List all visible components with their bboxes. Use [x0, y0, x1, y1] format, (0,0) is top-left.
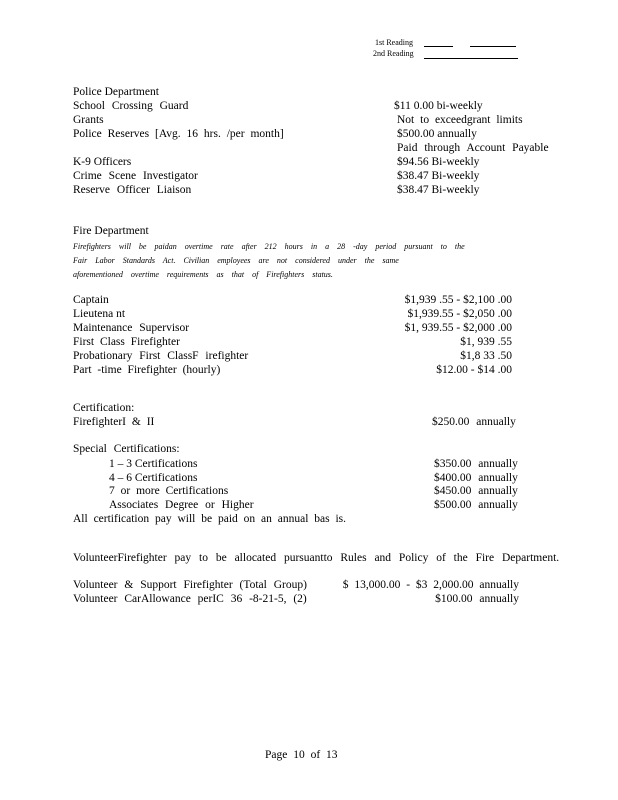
fire-rank-3-label: Maintenance Supervisor — [73, 322, 190, 334]
special-cert-3-label: 7 or more Certifications — [109, 485, 229, 497]
fire-note-line-2: Fair Labor Standards Act. Civilian employees are not considered under the same — [73, 256, 399, 265]
first-reading-line-a — [424, 46, 453, 47]
police-item-3-value: $500.00 annually — [397, 128, 477, 140]
fire-note-line-3: aforementioned overtime requirements as that of Firefighters status. — [73, 270, 333, 279]
police-item-2-value: Not to exceedgrant limits — [397, 114, 523, 126]
police-item-6-label: Reserve Officer Liaison — [73, 184, 192, 196]
fire-rank-6-value: $12.00 - $14 .00 — [436, 364, 512, 376]
volunteer-item-1-label: Volunteer & Support Firefighter (Total Group) — [73, 579, 307, 591]
second-reading-line — [424, 58, 518, 59]
fire-heading: Fire Department — [73, 225, 149, 237]
volunteer-item-1-value: $ 13,000.00 - $3 2,000.00 annually — [342, 579, 519, 591]
police-item-4-value: $94.56 Bi-weekly — [397, 156, 480, 168]
special-cert-heading: Special Certifications: — [73, 443, 180, 455]
fire-rank-3-value: $1, 939.55 - $2,000 .00 — [404, 322, 512, 334]
certification-item-value: $250.00 annually — [432, 416, 516, 428]
special-cert-1-value: $350.00 annually — [434, 458, 518, 470]
special-cert-1-label: 1 – 3 Certifications — [109, 458, 198, 470]
volunteer-item-2-value: $100.00 annually — [435, 593, 519, 605]
police-item-1-value: $11 0.00 bi-weekly — [394, 100, 483, 112]
police-item-1-label: School Crossing Guard — [73, 100, 189, 112]
volunteer-item-2-label: Volunteer CarAllowance perIC 36 -8-21-5, (2) — [73, 593, 307, 605]
first-reading-label: 1st Reading — [375, 38, 413, 47]
police-item-6-value: $38.47 Bi-weekly — [397, 184, 480, 196]
police-item-5-label: Crime Scene Investigator — [73, 170, 198, 182]
special-cert-2-label: 4 – 6 Certifications — [109, 472, 198, 484]
volunteer-statement: VolunteerFirefighter pay to be allocated pursuantto Rules and Policy of the Fire Department. — [73, 552, 560, 564]
special-cert-2-value: $400.00 annually — [434, 472, 518, 484]
fire-rank-5-value: $1,8 33 .50 — [460, 350, 512, 362]
fire-rank-1-label: Captain — [73, 294, 109, 306]
first-reading-line-b — [470, 46, 516, 47]
second-reading-label: 2nd Reading — [373, 49, 414, 58]
fire-rank-4-value: $1, 939 .55 — [460, 336, 512, 348]
fire-rank-2-value: $1,939.55 - $2,050 .00 — [407, 308, 512, 320]
special-cert-4-value: $500.00 annually — [434, 499, 518, 511]
police-item-3-label: Police Reserves [Avg. 16 hrs. /per month] — [73, 128, 284, 140]
police-item-2-label: Grants — [73, 114, 104, 126]
fire-rank-1-value: $1,939 .55 - $2,100 .00 — [404, 294, 512, 306]
police-item-4-label: K-9 Officers — [73, 156, 132, 168]
special-cert-4-label: Associates Degree or Higher — [109, 499, 254, 511]
certification-item-label: FirefighterI & II — [73, 416, 155, 428]
police-item-3-note: Paid through Account Payable — [397, 142, 549, 154]
special-cert-3-value: $450.00 annually — [434, 485, 518, 497]
certification-heading: Certification: — [73, 402, 135, 414]
fire-rank-4-label: First Class Firefighter — [73, 336, 180, 348]
certification-pay-note: All certification pay will be paid on an annual bas is. — [73, 513, 347, 525]
page-number: Page 10 of 13 — [265, 749, 338, 761]
fire-rank-5-label: Probationary First ClassF irefighter — [73, 350, 249, 362]
fire-rank-2-label: Lieutena nt — [73, 308, 126, 320]
fire-note-line-1: Firefighters will be paidan overtime rate after 212 hours in a 28 -day period pursuant to the — [73, 242, 465, 251]
police-item-5-value: $38.47 Bi-weekly — [397, 170, 480, 182]
fire-rank-6-label: Part -time Firefighter (hourly) — [73, 364, 221, 376]
police-heading: Police Department — [73, 86, 159, 98]
